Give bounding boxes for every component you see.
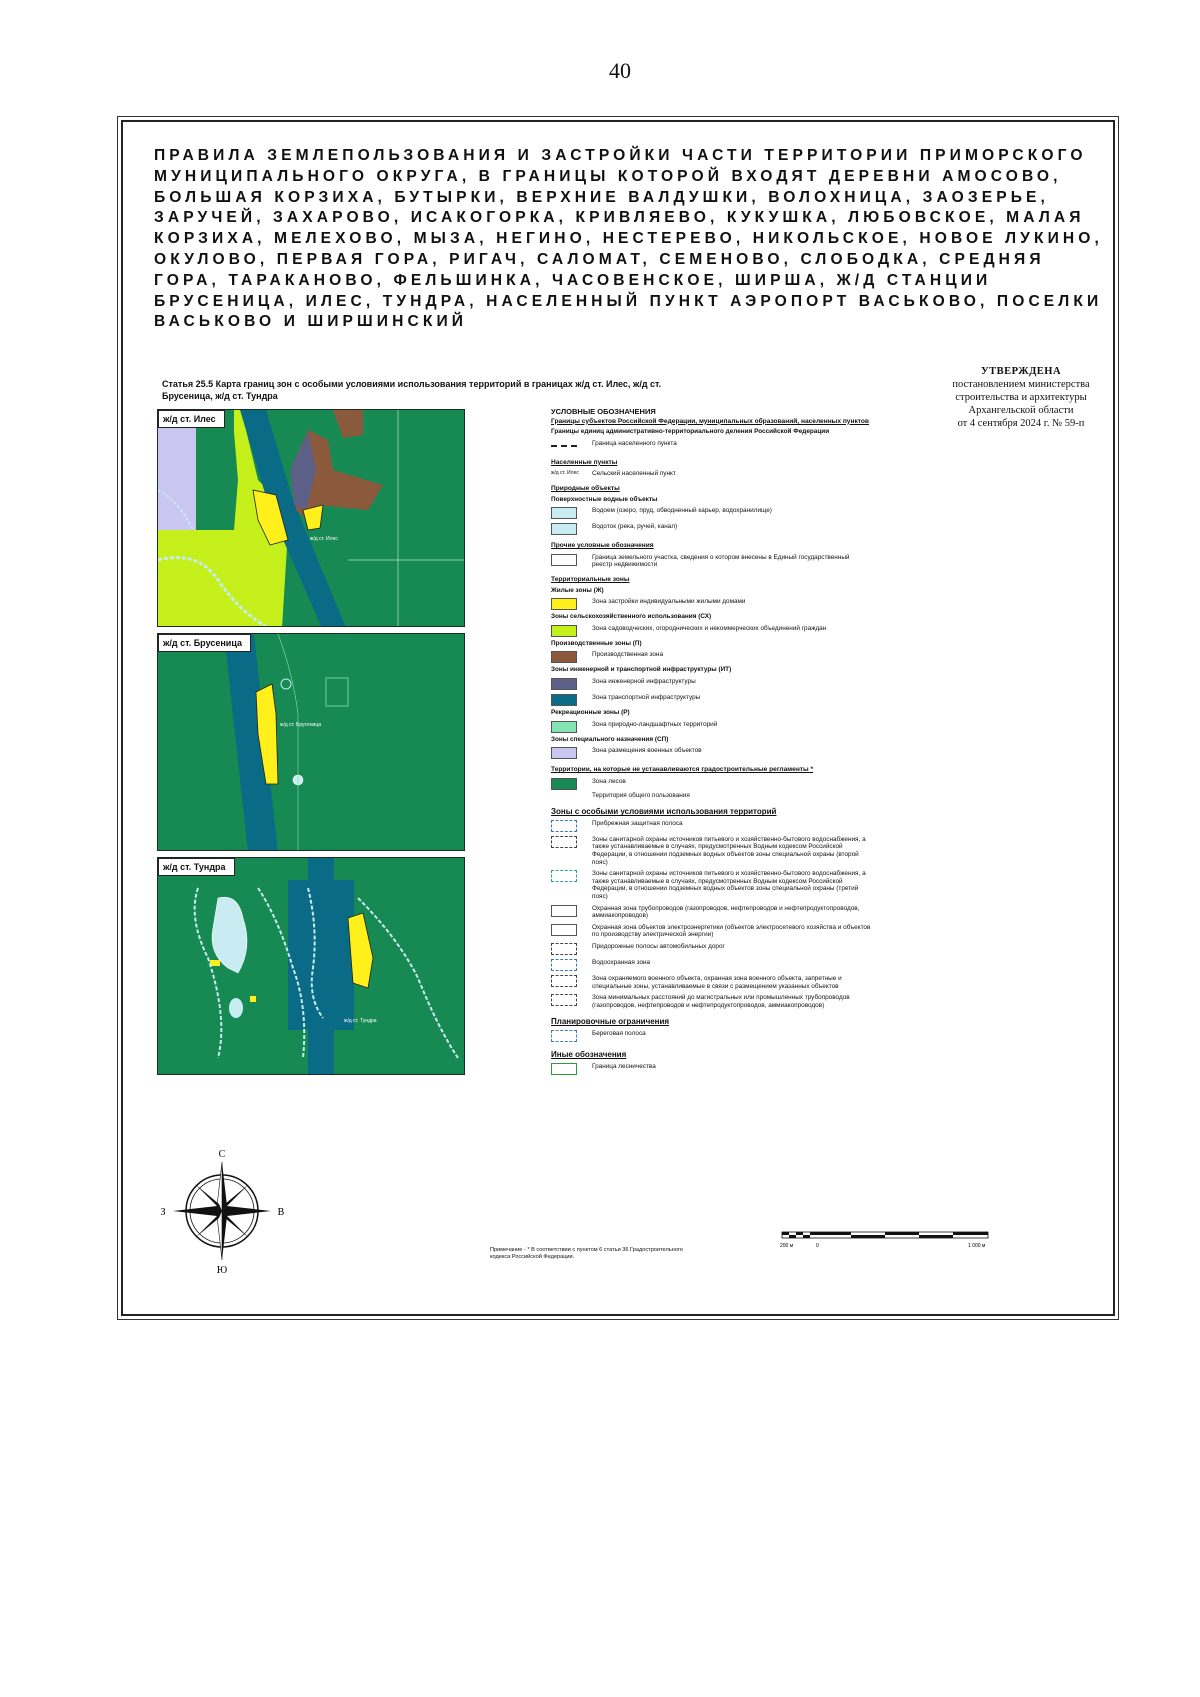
legend-item [551,554,871,569]
scale-bar [780,1230,990,1250]
legend-swatch [551,905,577,917]
legend-swatch [551,625,577,637]
compass-east: В [277,1207,285,1218]
scale-right: 1 000 м [968,1243,986,1249]
legend-swatch [551,975,577,987]
compass-north: С [218,1149,226,1160]
legend-swatch [551,836,577,848]
legend-item [551,694,871,706]
legend-label: Зона лесов [592,777,626,785]
legend-item [551,651,871,663]
legend-label: Зона садоводческих, огороднических и некоммерческих объединений граждан [592,624,827,632]
legend-label: Зона природно-ландшафтных территорий [592,720,718,728]
legend-item [551,870,871,900]
legend-item [551,943,871,955]
map-label-tundra: ж/д ст. Тундра [158,858,235,876]
legend-item [551,994,871,1009]
map-sheet-inner [121,120,1115,1316]
residential-zone-2 [210,960,220,966]
legend-section-special-zones: Зоны с особыми условиями использования территорий [551,807,777,817]
legend-item [551,678,871,690]
legend-swatch [551,994,577,1006]
legend-section-no-regulations: Территории, на которые не устанавливаются градостроительные регламенты * [551,766,814,774]
legend-label: Граница лесничества [592,1062,656,1070]
legend-label: Граница населенного пункта [592,439,677,447]
legend-swatch [551,959,577,971]
footnote: Примечание - * В соответствии с пунктом 6 статьи 36 Градостроительного кодекса Российской Федерации. [490,1247,683,1260]
legend-sample: ж/д ст. Илес [551,470,579,477]
map-brusenitsa-svg [158,634,465,851]
legend-swatch [551,651,577,663]
legend-item [551,975,871,990]
map-label-brusenitsa: ж/д ст. Брусеница [158,634,251,652]
transport-zone [288,880,354,1030]
legend-label: Территория общего пользования [592,791,690,799]
legend-swatch [551,554,577,566]
legend-item [551,1063,871,1075]
legend-swatch [551,721,577,733]
legend-subsection: Границы единиц административно-территориального деления Российской Федерации [551,428,830,436]
residential-zone-3 [250,996,256,1002]
place-label-brusenitsa: ж/д ст. Брусеница [280,722,321,728]
legend-label: Производственная зона [592,651,664,659]
legend-label: Охранная зона трубопроводов (газопроводов, нефтепроводов и нефтепродуктопроводов, аммиакопроводов) [592,904,860,920]
map-brusenitsa [157,633,465,851]
legend-swatch [551,870,577,882]
legend-swatch [551,598,577,610]
legend-subsection: Зоны специального назначения (СП) [551,735,669,743]
legend-swatch [551,747,577,759]
approval-line-1: постановлением министерства [952,379,1090,390]
approval-line-3: Архангельской области [968,405,1074,416]
legend-swatch [551,507,577,519]
legend-label: Зона застройки индивидуальными жилыми домами [592,598,746,606]
document-title: ПРАВИЛА ЗЕМЛЕПОЛЬЗОВАНИЯ И ЗАСТРОЙКИ ЧАСТИ ТЕРРИТОРИИ ПРИМОРСКОГО МУНИЦИПАЛЬНОГО ОКРУГА, В ГРАНИЦЫ КОТОРОЙ ВХОДЯТ ДЕРЕВНИ АМОСОВО, БОЛЬШАЯ КОРЗИХА, БУТЫРКИ, ВЕРХНИЕ ВАЛДУШКИ, ВОЛОХНИЦА, ЗАОЗЕРЬЕ, ЗАРУЧЕЙ, ЗАХАРОВО, ИСАКОГОРКА, КРИВЛЯЕВО, КУКУШКА, ЛЮБОВСКОЕ, МАЛАЯ КОРЗИХА, МЕЛЕХОВО, МЫЗА, НЕГИНО, НЕСТЕРЕВО, НИКОЛЬСКОЕ, НОВОЕ ЛУКИНО, ОКУЛОВО, ПЕРВАЯ ГОРА, РИГАЧ, САЛОМАТ, СЕМЕНОВО, СЛОБОДКА, СРЕДНЯЯ ГОРА, ТАРАКАНОВО, ФЕЛЬШИНКА, ЧАСОВЕНСКОЕ, ШИРША, Ж/Д СТАНЦИИ БРУСЕНИЦА, ИЛЕС, ТУНДРА, НАСЕЛЕННЫЙ ПУНКТ АЭРОПОРТ ВАСЬКОВО, ПОСЕЛКИ ВАСЬКОВО И ШИРШИНСКИЙ [154,147,1103,331]
legend-swatch [551,924,577,936]
legend-label: Зоны санитарной охраны источников питьевого и хозяйственно-бытового водоснабжения, а также устанавливаемые в случаях, предусмотренных Водным кодексом Российской Федерации, в отношении подземных водных объектов зоны специальной охраны (третий пояс) [592,870,866,901]
legend-swatch [551,694,577,706]
legend-section-other: Прочие условные обозначения [551,542,654,550]
article-caption: Статья 25.5 Карта границ зон с особыми условиями использования территорий в границах ж/д ст. Илес, ж/д ст. Брусеница, ж/д ст. Тундра [162,379,662,401]
place-label-iles: ж/д ст. Илес [310,536,338,542]
legend-subsection: Зоны сельскохозяйственного использования (СХ) [551,613,712,621]
legend-subsection: Поверхностные водные объекты [551,495,658,503]
place-label-tundra: ж/д ст. Тундра [344,1018,377,1024]
legend-item [551,924,871,939]
legend-title: УСЛОВНЫЕ ОБОЗНАЧЕНИЯ [551,407,656,416]
approval-heading: УТВЕРЖДЕНА [980,366,1062,377]
legend-label: Водоток (река, ручей, канал) [592,523,678,531]
legend-item [551,440,871,452]
legend-label: Граница земельного участка, сведения о котором внесены в Единый государственный реестр недвижимости [592,553,850,569]
legend-item [551,959,871,971]
legend-section-boundaries: Границы субъектов Российской Федерации, муниципальных образований, населенных пунктов [551,417,869,425]
page-number: 40 [609,58,631,83]
legend-swatch [551,943,577,955]
legend-item [551,1030,871,1042]
legend-swatch [551,1030,577,1042]
map-legend [551,408,871,1075]
legend-subsection: Производственные зоны (П) [551,639,642,647]
legend-item [551,778,871,790]
legend-subsection: Зоны инженерной и транспортной инфраструктуры (ИТ) [551,666,732,674]
map-tundra [157,857,465,1075]
legend-label: Зона охраняемого военного объекта, охранная зона военного объекта, запретные и специальные зоны, устанавливаемые в связи с размещением указанных объектов [592,975,842,990]
legend-label: Зона транспортной инфраструктуры [592,693,701,701]
legend-item [551,507,871,519]
legend-label: Водоем (озеро, пруд, обводненный карьер, водохранилище) [592,507,772,515]
legend-item [551,625,871,637]
legend-item [551,836,871,866]
legend-label: Охранная зона объектов электроэнергетики (объектов электросетевого хозяйства и объектов по производству электрической энергии) [592,923,871,939]
legend-swatch [551,778,577,790]
legend-label: Зона минимальных расстояний до магистральных или промышленных трубопроводов (газопроводов, нефтепроводов и нефтепродуктопроводов, аммиакопроводов) [592,994,850,1009]
legend-swatch [551,440,577,452]
legend-label: Прибрежная защитная полоса [592,819,683,827]
map-label-iles: ж/д ст. Илес [158,410,225,428]
legend-subsection: Жилые зоны (Ж) [551,586,604,594]
legend-subsection: Рекреационные зоны (Р) [551,708,630,716]
legend-section-planning: Планировочные ограничения [551,1017,670,1027]
compass-rose-icon [157,1146,287,1276]
legend-item [551,721,871,733]
legend-item [551,792,871,800]
map-iles-svg [158,410,465,627]
legend-item [551,470,871,478]
compass-south: Ю [216,1265,228,1276]
map-sheet [117,116,1119,1320]
legend-swatch [551,820,577,832]
legend-label: Сельский населенный пункт [592,470,676,478]
legend-swatch [551,1063,577,1075]
legend-section-settlements: Населенные пункты [551,458,618,466]
legend-label: Зона размещения военных объектов [592,747,702,755]
approval-line-2: строительства и архитектуры [955,392,1087,403]
legend-label: Придорожные полосы автомобильных дорог [592,943,725,950]
forest-area [158,634,465,851]
lake-2 [229,998,243,1018]
scale-left: 200 м [780,1243,794,1249]
legend-label: Водоохранная зона [592,959,651,966]
legend-item [551,523,871,535]
approval-line-4: от 4 сентября 2024 г. № 59-п [957,418,1085,429]
legend-item [551,905,871,920]
legend-label: Береговая полоса [592,1029,646,1037]
compass-west: З [160,1207,166,1218]
legend-item [551,820,871,832]
map-tundra-svg [158,858,465,1075]
legend-swatch [551,523,577,535]
map-iles [157,409,465,627]
legend-item [551,747,871,759]
legend-section-zones: Территориальные зоны [551,575,630,583]
legend-item [551,598,871,610]
legend-swatch [551,678,577,690]
approval-stamp [901,365,1141,430]
legend-section-natural: Природные объекты [551,484,620,492]
legend-label: Зона инженерной инфраструктуры [592,677,696,685]
legend-label: Зоны санитарной охраны источников питьевого и хозяйственно-бытового водоснабжения, а также устанавливаемые в случаях, предусмотренных Водным кодексом Российской Федерации, в отношении подземных водных объектов зоны специальной охраны (второй пояс) [592,835,866,866]
scale-zero: 0 [816,1243,819,1249]
legend-section-misc: Иные обозначения [551,1049,627,1059]
